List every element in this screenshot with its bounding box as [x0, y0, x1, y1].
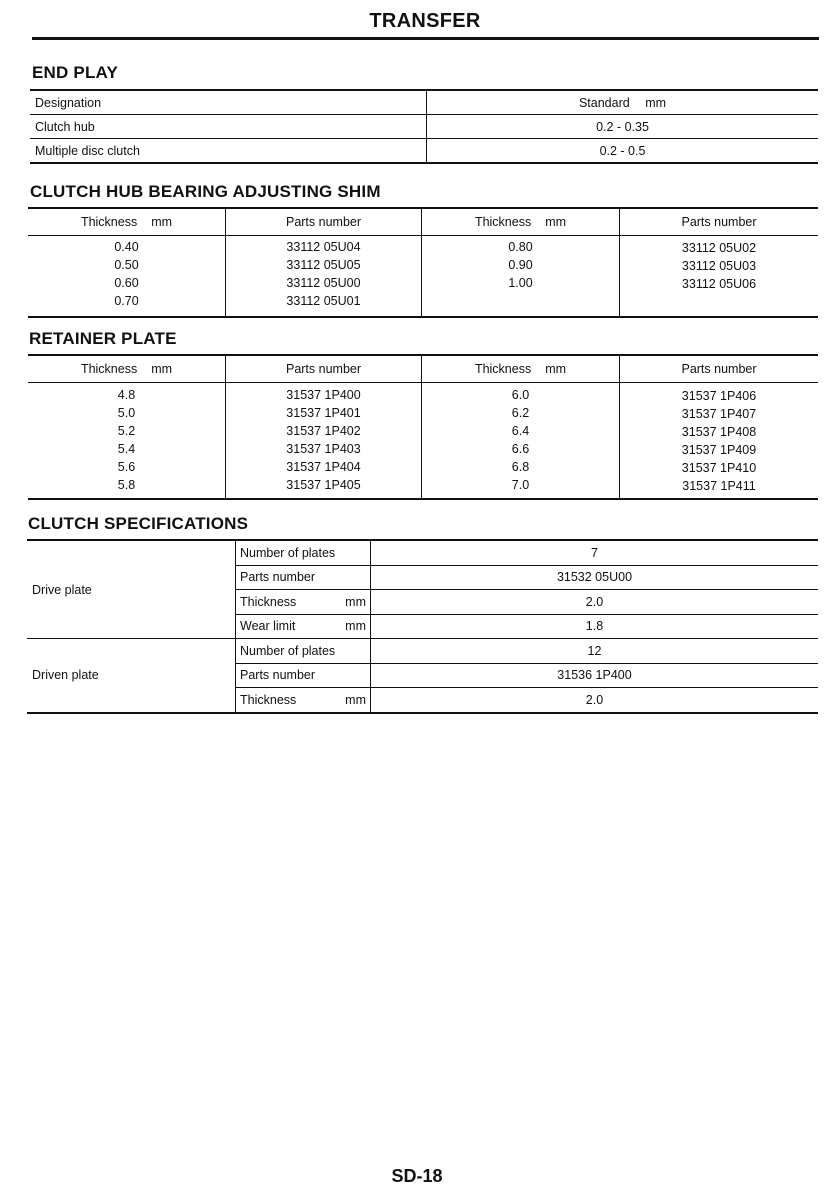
parts-header: Parts number: [620, 355, 819, 383]
parts-cell: 33112 05U02: [681, 241, 757, 255]
parts-column: [620, 383, 819, 500]
parts-cell: 31537 1P409: [681, 443, 757, 457]
thickness-cell: 6.8: [511, 460, 530, 474]
thickness-unit: mm: [545, 215, 567, 229]
thickness-label: Thickness: [474, 362, 532, 376]
parts-header: Parts number: [620, 208, 819, 236]
spec-item: [236, 590, 371, 615]
thickness-header: [28, 355, 226, 383]
spec-item: [236, 688, 371, 713]
spec-value: 12: [371, 639, 819, 664]
thickness-cell: 1.00: [508, 276, 533, 290]
spec-item-unit: mm: [345, 692, 366, 707]
spec-value: 2.0: [585, 692, 604, 707]
table-row: [30, 139, 818, 164]
thickness-label: Thickness: [474, 215, 532, 229]
driven-plate-label: Driven plate: [27, 639, 236, 713]
thickness-cell: 0.90: [508, 258, 533, 272]
standard-label: Standard: [578, 95, 630, 110]
thickness-cell: 5.6: [117, 460, 136, 474]
thickness-column: [422, 236, 620, 318]
clutch-specs-title: CLUTCH SPECIFICATIONS: [28, 514, 249, 533]
table-header-row: [30, 90, 818, 115]
thickness-cell: 5.4: [117, 442, 136, 456]
table-header-row: [28, 208, 818, 236]
parts-cell: 33112 05U03: [681, 259, 757, 273]
spec-item-label: Number of plates: [240, 545, 336, 560]
parts-cell: 31537 1P400: [286, 388, 361, 402]
parts-cell: 33112 05U00: [286, 276, 361, 290]
end-play-table: [30, 89, 818, 164]
end-play-title: END PLAY: [32, 63, 118, 82]
thickness-header: [422, 355, 620, 383]
thickness-label: Thickness: [80, 215, 138, 229]
spec-item: [236, 540, 371, 565]
thickness-cell: 5.8: [117, 478, 136, 492]
spec-item: [236, 565, 371, 590]
table-header-row: [28, 355, 818, 383]
spec-value: 2.0: [371, 590, 819, 615]
thickness-cell: 6.4: [511, 424, 530, 438]
parts-header: Parts number: [226, 355, 422, 383]
parts-column: [226, 236, 422, 318]
spec-item-label: Parts number: [240, 668, 316, 683]
spec-item-label: Thickness: [240, 692, 297, 707]
thickness-cell: 6.2: [511, 406, 530, 420]
thickness-unit: mm: [151, 362, 173, 376]
title-divider: [32, 37, 819, 40]
thickness-cell: 6.6: [511, 442, 530, 456]
shim-title: CLUTCH HUB BEARING ADJUSTING SHIM: [30, 182, 381, 201]
thickness-cell: 0.40: [114, 240, 139, 254]
parts-cell: 33112 05U04: [286, 240, 361, 254]
parts-cell: 31537 1P410: [681, 461, 757, 475]
spec-value: 7: [371, 540, 819, 565]
thickness-cell: 0.70: [114, 294, 139, 308]
shim-table: [28, 207, 818, 318]
thickness-header: [28, 208, 226, 236]
thickness-cell: 7.0: [511, 478, 530, 492]
row-label: Multiple disc clutch: [30, 139, 427, 164]
thickness-unit: mm: [151, 215, 173, 229]
parts-header: Parts number: [226, 208, 422, 236]
drive-plate-label: Drive plate: [27, 540, 236, 639]
thickness-unit: mm: [545, 362, 567, 376]
spec-item: [236, 614, 371, 639]
spec-item-unit: mm: [345, 594, 366, 609]
thickness-cell: 0.80: [508, 240, 533, 254]
parts-cell: 31537 1P404: [286, 460, 361, 474]
parts-cell: 31537 1P407: [681, 407, 757, 421]
spec-item: [236, 663, 371, 688]
spec-item: [236, 639, 371, 664]
spec-item-unit: mm: [345, 619, 366, 634]
thickness-cell: 6.0: [511, 388, 530, 402]
parts-column: [226, 383, 422, 500]
page-title: TRANSFER: [369, 10, 481, 32]
table-row: [27, 639, 818, 664]
parts-cell: 31537 1P411: [682, 479, 756, 493]
spec-item-label: Parts number: [240, 570, 316, 585]
parts-cell: 31537 1P402: [286, 424, 361, 438]
table-row: [27, 540, 818, 565]
retainer-table: [28, 354, 818, 500]
parts-cell: 33112 05U01: [286, 294, 361, 308]
parts-cell: 33112 05U05: [286, 258, 361, 272]
thickness-column: [28, 383, 226, 500]
spec-value: 1.8: [371, 614, 819, 639]
row-label: Clutch hub: [30, 115, 427, 139]
spec-item-label: Wear limit: [240, 619, 296, 634]
clutch-specs-table: [27, 539, 818, 714]
parts-cell: 31537 1P408: [681, 425, 757, 439]
thickness-cell: 5.2: [117, 424, 136, 438]
thickness-cell: 5.0: [117, 406, 136, 420]
thickness-column: [422, 383, 620, 500]
thickness-header: [422, 208, 620, 236]
parts-column: [620, 236, 819, 318]
row-value: 0.2 - 0.5: [599, 143, 646, 158]
parts-cell: 31537 1P401: [286, 406, 361, 420]
row-value: 0.2 - 0.35: [427, 115, 819, 139]
retainer-title: RETAINER PLATE: [29, 329, 177, 348]
table-row: [30, 115, 818, 139]
thickness-column: [28, 236, 226, 318]
spec-value: 31536 1P400: [371, 663, 819, 688]
spec-item-label: Thickness: [240, 594, 297, 609]
standard-header: [427, 90, 819, 115]
parts-cell: 33112 05U06: [681, 277, 757, 291]
thickness-cell: 0.60: [114, 276, 139, 290]
thickness-cell: 4.8: [117, 388, 136, 402]
standard-unit: mm: [645, 95, 667, 110]
spec-value: 31532 05U00: [371, 565, 819, 590]
table-body-row: [28, 236, 818, 318]
thickness-cell: 0.50: [114, 258, 139, 272]
parts-cell: 31537 1P405: [286, 478, 361, 492]
parts-cell: 31537 1P403: [286, 442, 361, 456]
thickness-label: Thickness: [80, 362, 138, 376]
spec-item-label: Number of plates: [240, 643, 336, 658]
table-body-row: [28, 383, 818, 500]
page-number: SD-18: [391, 1166, 443, 1186]
designation-header: Designation: [30, 90, 427, 115]
parts-cell: 31537 1P406: [681, 389, 757, 403]
